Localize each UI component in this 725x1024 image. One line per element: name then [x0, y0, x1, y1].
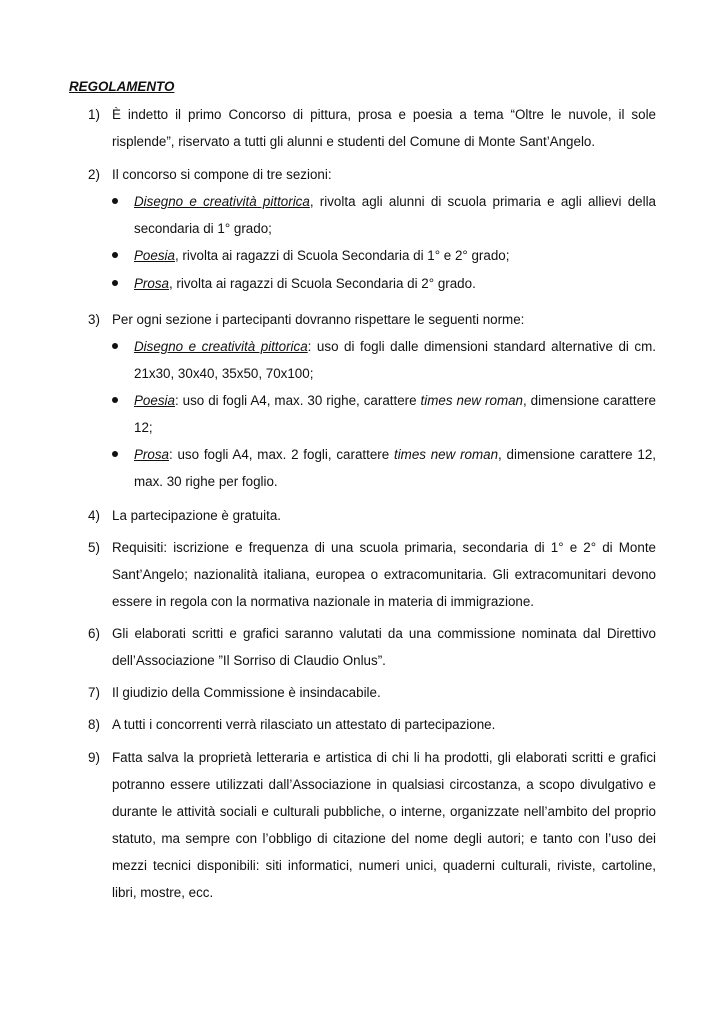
font-name: times new roman — [393, 447, 499, 462]
section-bullet-2 — [112, 242, 656, 269]
rule-item-7 — [88, 679, 656, 706]
rule-number: 3) — [88, 312, 100, 327]
norm-text: : uso fogli A4, max. 2 fogli, carattere — [168, 447, 394, 462]
rule-text: Requisiti: iscrizione e frequenza di una scuola primaria, secondaria di 1° e 2° di Monte Sant’Angelo; nazionalità italiana, europea o extracomunitaria. Gli extracomunitari devono essere in regola con la normativa nazionale in materia di immigrazione. — [112, 540, 656, 609]
norm-section-name: Prosa — [134, 447, 169, 462]
section-description: , rivolta ai ragazzi di Scuola Secondaria di 1° e 2° grado; — [174, 248, 510, 263]
section-name: Prosa — [134, 276, 169, 291]
section-name: Poesia — [134, 248, 175, 263]
rule-number: 7) — [88, 685, 100, 700]
rule-number: 1) — [88, 107, 100, 122]
section-description: , rivolta ai ragazzi di Scuola Secondaria di 2° grado. — [168, 276, 476, 291]
rule-item-6 — [88, 620, 656, 674]
norm-bullet-1 — [112, 333, 656, 387]
rule-number: 9) — [88, 750, 100, 765]
rule-number: 2) — [88, 167, 100, 182]
rule-number: 5) — [88, 540, 100, 555]
rule-item-1 — [88, 101, 656, 155]
section-bullet-3 — [112, 270, 656, 297]
rule-text: È indetto il primo Concorso di pittura, prosa e poesia a tema “Oltre le nuvole, il sole risplende”, riservato a tutti gli alunni e studenti del Comune di Monte Sant’Angelo. — [112, 107, 656, 149]
section-name: Disegno e creatività pittorica — [134, 194, 310, 209]
bullet-icon — [112, 397, 118, 403]
norm-section-name: Poesia — [134, 393, 175, 408]
rule-text: Per ogni sezione i partecipanti dovranno rispettare le seguenti norme: — [112, 312, 525, 327]
bullet-icon — [112, 343, 118, 349]
rule-item-2 — [88, 161, 656, 188]
font-name: times new roman — [420, 393, 523, 408]
rule-text: Il giudizio della Commissione è insindacabile. — [112, 685, 381, 700]
bullet-icon — [112, 252, 118, 258]
section-description: , rivolta agli alunni di scuola primaria e agli allievi della secondaria di 1° grado; — [134, 194, 656, 236]
document-title: REGOLAMENTO — [69, 79, 175, 94]
norm-bullet-2 — [112, 387, 656, 441]
rule-number: 8) — [88, 717, 100, 732]
rule-item-4 — [88, 502, 656, 529]
norm-bullet-3 — [112, 441, 656, 495]
rule-item-5 — [88, 534, 656, 615]
norm-text-end: , dimensione carattere 12, max. 30 righe per foglio. — [134, 447, 656, 489]
rule-text: A tutti i concorrenti verrà rilasciato un attestato di partecipazione. — [112, 717, 496, 732]
rule-text: La partecipazione è gratuita. — [112, 508, 281, 523]
rule-text: Fatta salva la proprietà letteraria e artistica di chi li ha prodotti, gli elaborati scritti e grafici potranno essere utilizzati dall’Associazione in qualsiasi circostanza, a scopo divulgativo e durante le attività sociali e culturali pubbliche, o interne, organizzate nell’ambito del proprio statuto, ma sempre con l’obbligo di citazione del nome degli autori; e tanto con l’uso dei mezzi tecnici disponibili: siti informatici, numeri unici, quaderni culturali, riviste, cartoline, libri, mostre, ecc. — [112, 750, 656, 900]
bullet-icon — [112, 280, 118, 286]
norm-text: : uso di fogli A4, max. 30 righe, carattere — [174, 393, 421, 408]
bullet-icon — [112, 198, 118, 204]
bullet-icon — [112, 451, 118, 457]
rule-item-3 — [88, 306, 656, 333]
rule-text: Il concorso si compone di tre sezioni: — [112, 167, 332, 182]
norm-text: : uso di fogli dalle dimensioni standard alternative di cm. 21x30, 30x40, 35x50, 70x100; — [134, 339, 656, 381]
rule-text: Gli elaborati scritti e grafici saranno valutati da una commissione nominata dal Direttivo dell’Associazione ”Il Sorriso di Claudio Onlus”. — [112, 626, 656, 668]
norm-section-name: Disegno e creatività pittorica — [134, 339, 308, 354]
norm-text-end: , dimensione carattere 12; — [134, 393, 656, 435]
rule-number: 4) — [88, 508, 100, 523]
rule-item-8 — [88, 711, 656, 738]
rule-number: 6) — [88, 626, 100, 641]
section-bullet-1 — [112, 188, 656, 242]
rule-item-9 — [88, 744, 656, 906]
